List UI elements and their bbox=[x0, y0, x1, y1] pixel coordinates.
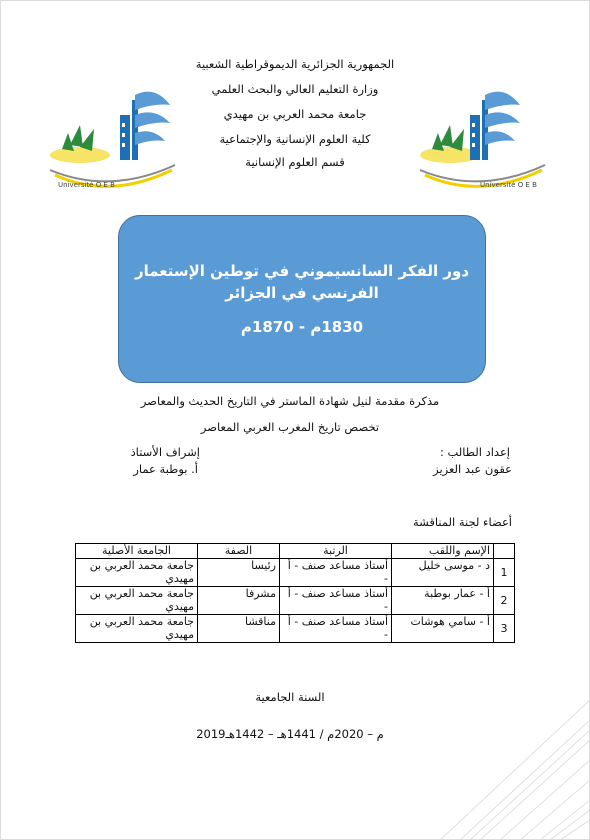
university-line: جامعة محمد العربي بن مهيدي bbox=[223, 107, 367, 121]
committee-table bbox=[75, 543, 515, 643]
university-logo-right bbox=[410, 75, 550, 195]
member-rank: أستاذ مساعد صنف - أ - bbox=[280, 615, 392, 643]
row-number: 1 bbox=[494, 559, 515, 587]
republic-line: الجمهورية الجزائرية الديموقراطية الشعبية bbox=[195, 57, 395, 71]
university-logo-left bbox=[40, 75, 180, 195]
column-header-role: الصفة bbox=[198, 544, 280, 559]
member-role: مشرفا bbox=[198, 587, 280, 615]
table-header-row bbox=[76, 544, 515, 559]
thesis-dates: 1830م - 1870م bbox=[240, 318, 364, 336]
supervisor-name: أ. بوطبة عمار bbox=[133, 462, 198, 476]
student-name: عقون عبد العزيز bbox=[433, 462, 512, 476]
specialty-line: تخصص تاريخ المغرب العربي المعاصر bbox=[200, 420, 380, 434]
table-row bbox=[76, 559, 515, 587]
committee-heading: أعضاء لجنة المناقشة bbox=[412, 515, 512, 529]
member-university: جامعة محمد العربي بن مهيدي bbox=[76, 587, 198, 615]
column-header-rank: الرتبة bbox=[280, 544, 392, 559]
table-row bbox=[76, 587, 515, 615]
table-row bbox=[76, 615, 515, 643]
logo-latin-text: Université O E B bbox=[480, 181, 537, 189]
column-header-number bbox=[494, 544, 515, 559]
member-university: جامعة محمد العربي بن مهيدي bbox=[76, 615, 198, 643]
member-rank: أستاذ مساعد صنف - أ - bbox=[280, 559, 392, 587]
row-number: 3 bbox=[494, 615, 515, 643]
member-rank: أستاذ مساعد صنف - أ - bbox=[280, 587, 392, 615]
member-university: جامعة محمد العربي بن مهيدي bbox=[76, 559, 198, 587]
member-name: د - موسى خليل bbox=[392, 559, 494, 587]
thesis-title: دور الفكر السانسيموني في توطين الإستعمار الفرنسي في الجزائر bbox=[134, 262, 470, 302]
department-line: قسم العلوم الإنسانية bbox=[245, 155, 345, 169]
column-header-name: الإسم واللقب bbox=[392, 544, 494, 559]
academic-year-value: 2019م – 2020م / 1441هـ – 1442هـ bbox=[196, 727, 384, 741]
member-name: أ - سامي هوشات bbox=[392, 615, 494, 643]
faculty-line: كلية العلوم الإنسانية والإجتماعية bbox=[219, 132, 371, 146]
academic-year-label: السنة الجامعية bbox=[255, 690, 325, 704]
logo-latin-text: Université O E B bbox=[58, 181, 115, 189]
supervision-label: إشراف الأستاذ bbox=[130, 445, 200, 459]
member-role: مناقشا bbox=[198, 615, 280, 643]
member-name: أ - عمار بوطبة bbox=[392, 587, 494, 615]
prepared-by-label: إعداد الطالب : bbox=[439, 445, 510, 459]
member-role: رئيسا bbox=[198, 559, 280, 587]
memo-line: مذكرة مقدمة لنيل شهادة الماستر في التاريخ الحديث والمعاصر bbox=[140, 394, 440, 408]
title-box bbox=[118, 215, 486, 383]
decorative-grid bbox=[440, 700, 590, 840]
column-header-university: الجامعة الأصلية bbox=[76, 544, 198, 559]
ministry-line: وزارة التعليم العالي والبحث العلمي bbox=[211, 82, 379, 96]
row-number: 2 bbox=[494, 587, 515, 615]
